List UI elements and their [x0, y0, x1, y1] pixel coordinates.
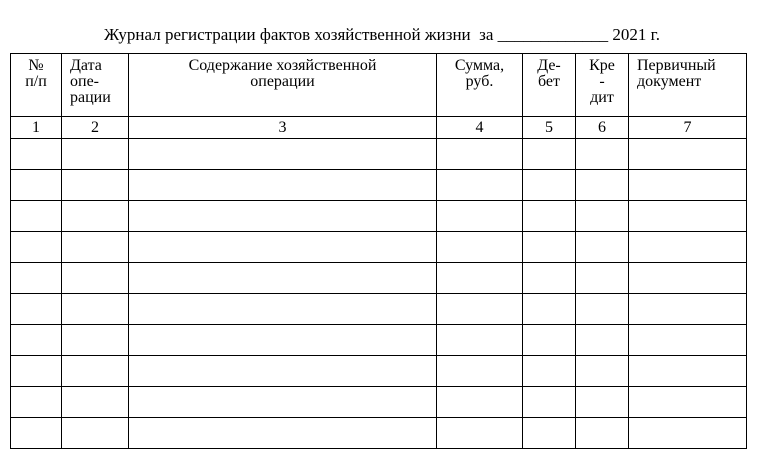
table-cell[interactable]: [62, 325, 129, 356]
table-cell[interactable]: [437, 418, 523, 449]
table-cell[interactable]: [62, 201, 129, 232]
table-cell[interactable]: [576, 139, 629, 170]
table-cell[interactable]: [62, 418, 129, 449]
table-cell[interactable]: [62, 232, 129, 263]
table-cell[interactable]: [523, 387, 576, 418]
table-cell[interactable]: [129, 263, 437, 294]
table-cell[interactable]: [11, 387, 62, 418]
table-cell[interactable]: [576, 170, 629, 201]
table-cell[interactable]: [11, 139, 62, 170]
table-cell[interactable]: [629, 232, 747, 263]
table-cell[interactable]: [11, 263, 62, 294]
column-number: 1: [11, 117, 62, 139]
table-row: [11, 418, 747, 449]
table-cell[interactable]: [629, 263, 747, 294]
table-cell[interactable]: [129, 170, 437, 201]
table-cell[interactable]: [11, 201, 62, 232]
table-cell[interactable]: [629, 325, 747, 356]
column-number: 5: [523, 117, 576, 139]
table-cell[interactable]: [437, 294, 523, 325]
header-row: [11, 54, 747, 117]
table-cell[interactable]: [437, 356, 523, 387]
table-cell[interactable]: [437, 170, 523, 201]
table-cell[interactable]: [129, 418, 437, 449]
table-row: [11, 139, 747, 170]
table-cell[interactable]: [129, 232, 437, 263]
table-cell[interactable]: [437, 387, 523, 418]
table-cell[interactable]: [523, 263, 576, 294]
table-cell[interactable]: [129, 356, 437, 387]
header-cell-date: Дата опе- рации: [62, 54, 129, 117]
header-cell-content: Содержание хозяйственной операции: [129, 54, 437, 117]
table-row: [11, 232, 747, 263]
table-cell[interactable]: [576, 387, 629, 418]
table-cell[interactable]: [576, 294, 629, 325]
table-cell[interactable]: [62, 294, 129, 325]
table-cell[interactable]: [523, 201, 576, 232]
table-row: [11, 387, 747, 418]
table-cell[interactable]: [629, 294, 747, 325]
table-cell[interactable]: [11, 325, 62, 356]
table-row: [11, 294, 747, 325]
table-cell[interactable]: [437, 139, 523, 170]
table-cell[interactable]: [629, 356, 747, 387]
header-cell-credit: Кре - дит: [576, 54, 629, 117]
header-cell-number: № п/п: [11, 54, 62, 117]
table-cell[interactable]: [11, 170, 62, 201]
column-number: 7: [629, 117, 747, 139]
table-cell[interactable]: [523, 294, 576, 325]
table-cell[interactable]: [11, 232, 62, 263]
table-cell[interactable]: [437, 232, 523, 263]
table-cell[interactable]: [129, 325, 437, 356]
table-cell[interactable]: [11, 418, 62, 449]
table-cell[interactable]: [523, 356, 576, 387]
table-cell[interactable]: [576, 325, 629, 356]
header-cell-sum: Сумма, руб.: [437, 54, 523, 117]
table-cell[interactable]: [129, 139, 437, 170]
table-cell[interactable]: [129, 387, 437, 418]
table-cell[interactable]: [62, 356, 129, 387]
column-number: 6: [576, 117, 629, 139]
column-number-row: [11, 117, 747, 139]
table-cell[interactable]: [11, 294, 62, 325]
table-row: [11, 325, 747, 356]
table-cell[interactable]: [576, 232, 629, 263]
table-row: [11, 170, 747, 201]
table-cell[interactable]: [576, 201, 629, 232]
journal-table: [10, 53, 747, 449]
table-row: [11, 201, 747, 232]
table-cell[interactable]: [62, 170, 129, 201]
table-cell[interactable]: [576, 263, 629, 294]
table-cell[interactable]: [129, 201, 437, 232]
table-cell[interactable]: [523, 418, 576, 449]
table-cell[interactable]: [523, 325, 576, 356]
table-cell[interactable]: [629, 139, 747, 170]
column-number: 3: [129, 117, 437, 139]
journal-title: Журнал регистрации фактов хозяйственной жизни за _____________ 2021 г.: [104, 25, 660, 44]
table-cell[interactable]: [437, 201, 523, 232]
column-number: 2: [62, 117, 129, 139]
table-cell[interactable]: [62, 387, 129, 418]
table-row: [11, 356, 747, 387]
header-cell-document: Первичный документ: [629, 54, 747, 117]
table-cell[interactable]: [11, 356, 62, 387]
table-cell[interactable]: [576, 418, 629, 449]
header-cell-debit: Де- бет: [523, 54, 576, 117]
table-cell[interactable]: [62, 263, 129, 294]
table-row: [11, 263, 747, 294]
table-cell[interactable]: [629, 418, 747, 449]
table-cell[interactable]: [437, 325, 523, 356]
table-cell[interactable]: [576, 356, 629, 387]
table-cell[interactable]: [62, 139, 129, 170]
table-cell[interactable]: [523, 232, 576, 263]
column-number: 4: [437, 117, 523, 139]
table-cell[interactable]: [129, 294, 437, 325]
table-cell[interactable]: [629, 201, 747, 232]
table-cell[interactable]: [523, 170, 576, 201]
table-cell[interactable]: [629, 170, 747, 201]
table-cell[interactable]: [629, 387, 747, 418]
table-cell[interactable]: [437, 263, 523, 294]
table-cell[interactable]: [523, 139, 576, 170]
